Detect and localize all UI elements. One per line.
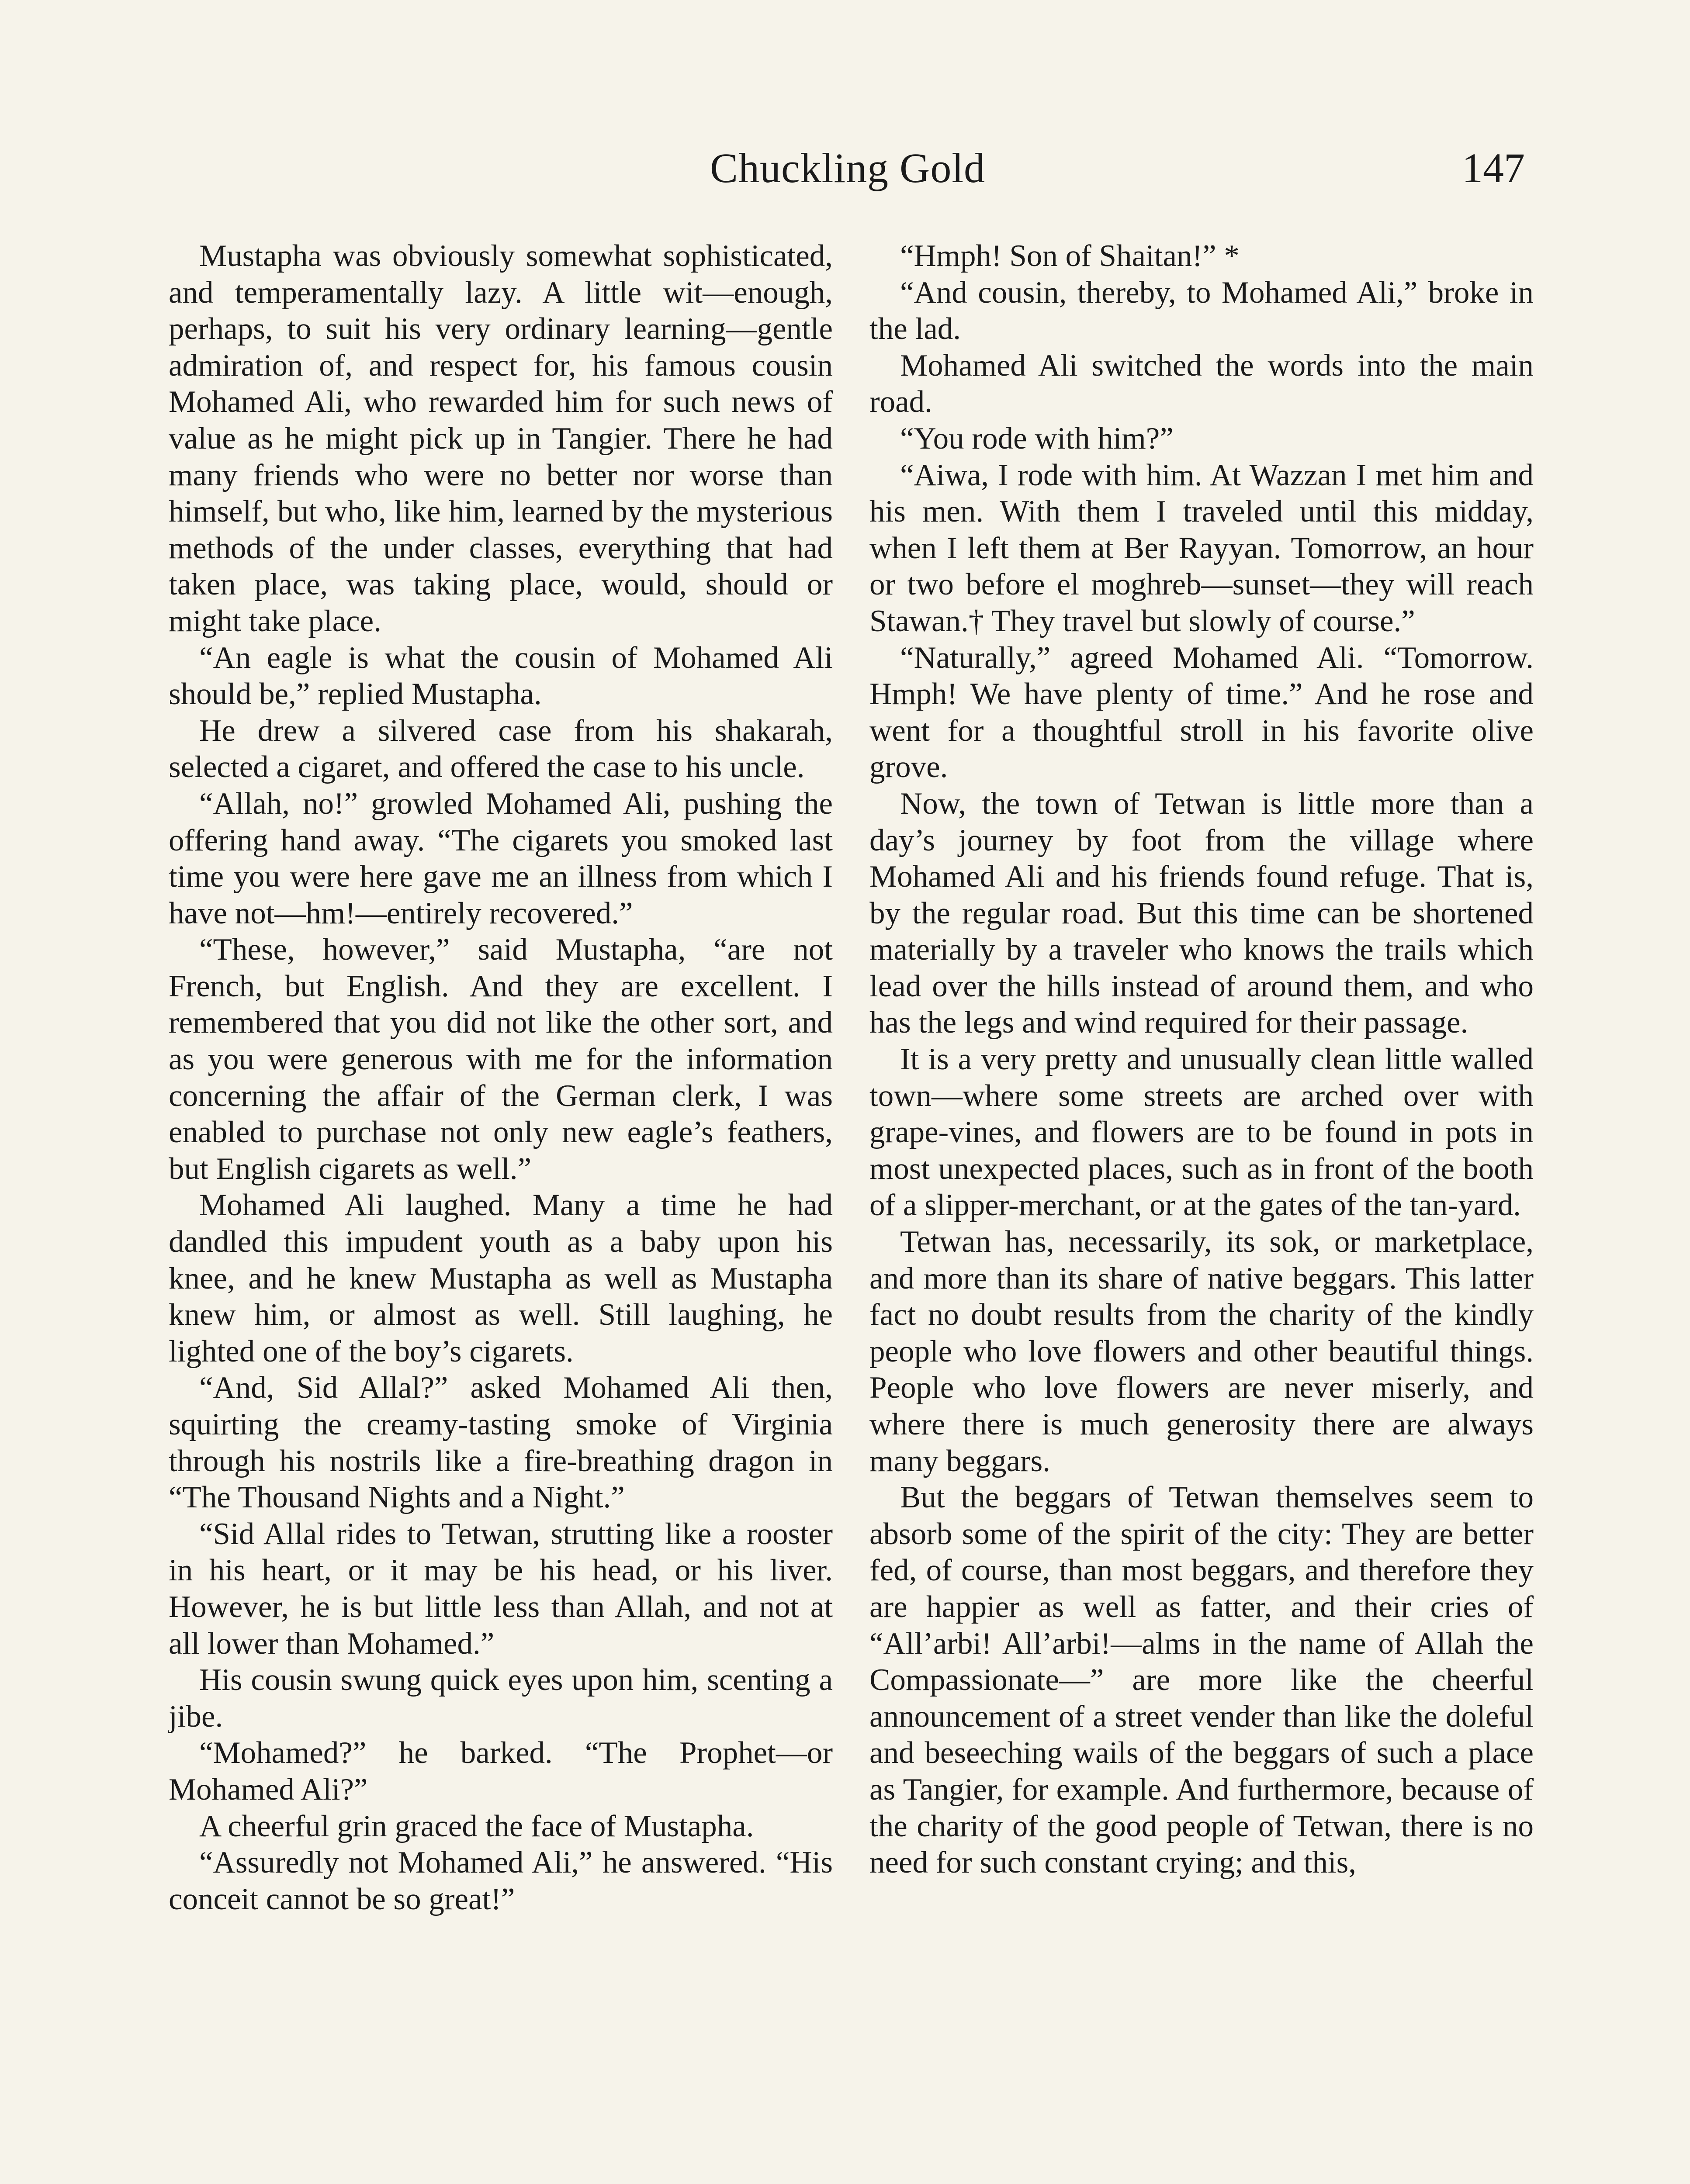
left-column (169, 238, 833, 1918)
paragraph: “An eagle is what the cousin of Mohamed Ali should be,” replied Mustapha. (169, 640, 833, 712)
paragraph: A cheerful grin graced the face of Mustapha. (199, 1809, 754, 1843)
paragraph: Tetwan has, necessarily, its sok, or marketplace, and more than its share of native beggars. This latter fact no doubt results from the charity of the kindly people who love flowers and other beautiful things. People who love flowers are never miserly, and where there is much generosity there are always many beggars. (869, 1225, 1534, 1478)
paragraph: “These, however,” said Mustapha, “are not French, but English. And they are excellent. I remembered that you did not like the other sort, and as you were generous with me for the information concerning the affair of the German clerk, I was enabled to purchase not only new eagle’s feathers, but English cigarets as well.” (169, 933, 833, 1186)
paragraph: “And cousin, thereby, to Mohamed Ali,” broke in the lad. (869, 275, 1534, 346)
paragraph: “Allah, no!” growled Mohamed Ali, pushing the offering hand away. “The cigarets you smoked last time you were here gave me an illness from which I have not—hm!—entirely recovered.” (169, 786, 833, 930)
page-number: 147 (1462, 145, 1525, 191)
paragraph: Mohamed Ali switched the words into the main road. (869, 348, 1534, 419)
paragraph: “Naturally,” agreed Mohamed Ali. “Tomorrow. Hmph! We have plenty of time.” And he rose and went for a thoughtful stroll in his favorite olive grove. (869, 640, 1534, 784)
paragraph: “And, Sid Allal?” asked Mohamed Ali then, squirting the creamy-tasting smoke of Virginia through his nostrils like a fire-breathing dragon in “The Thousand Nights and a Night.” (169, 1371, 833, 1515)
right-column (869, 238, 1534, 1881)
paragraph: “You rode with him?” (900, 421, 1174, 456)
paragraph: His cousin swung quick eyes upon him, scenting a jibe. (169, 1663, 833, 1734)
paragraph: “Sid Allal rides to Tetwan, strutting like a rooster in his heart, or it may be his head, or his liver. However, he is but little less than Allah, and not at all lower than Mohamed.” (169, 1517, 833, 1661)
paragraph: But the beggars of Tetwan themselves seem to absorb some of the spirit of the city: They are better fed, of course, than most beggars, and therefore they are happier as well as fatter, and their cries of “All’arbi! All’arbi!—alms in the name of Allah the Compassionate—” are more like the cheerful announcement of a street vender than like the doleful and beseeching wails of the beggars of such a place as Tangier, for example. And furthermore, because of the charity of the good people of Tetwan, there is no need for such constant crying; and this, (869, 1480, 1534, 1880)
paragraph: He drew a silvered case from his shakarah, selected a cigaret, and offered the case to his uncle. (169, 713, 833, 784)
running-header (170, 135, 1525, 201)
running-title: Chuckling Gold (710, 145, 985, 191)
paragraph: It is a very pretty and unusually clean little walled town—where some streets are arched over with grape-vines, and flowers are to be found in pots in most unexpected places, such as in front of the booth of a slipper-merchant, or at the gates of the tan-yard. (869, 1042, 1534, 1223)
paragraph: Mustapha was obviously somewhat sophisticated, and temperamentally lazy. A little wit—enough, perhaps, to suit his very ordinary learning—gentle admiration of, and respect for, his famous cousin Mohamed Ali, who rewarded him for such news of value as he might pick up in Tangier. There he had many friends who were no better nor worse than himself, but who, like him, learned by the mysterious methods of the under classes, everything that had taken place, was taking place, would, should or might take place. (169, 239, 833, 638)
paragraph: “Hmph! Son of Shaitan!” * (900, 239, 1240, 273)
paragraph: “Mohamed?” he barked. “The Prophet—or Mohamed Ali?” (169, 1736, 833, 1807)
paragraph: Now, the town of Tetwan is little more than a day’s journey by foot from the village where Mohamed Ali and his friends found refuge. That is, by the regular road. But this time can be shortened materially by a traveler who knows the trails which lead over the hills instead of around them, and who has the legs and wind required for their passage. (869, 786, 1534, 1040)
paragraph: Mohamed Ali laughed. Many a time he had dandled this impudent youth as a baby upon his knee, and he knew Mustapha as well as Mustapha knew him, or almost as well. Still laughing, he lighted one of the boy’s cigarets. (169, 1188, 833, 1368)
paragraph: “Aiwa, I rode with him. At Wazzan I met him and his men. With them I traveled until this midday, when I left them at Ber Rayyan. Tomorrow, an hour or two before el moghreb—sunset—they will reach Stawan.† They travel but slowly of course.” (869, 458, 1534, 638)
paragraph: “Assuredly not Mohamed Ali,” he answered. “His conceit cannot be so great!” (169, 1845, 833, 1916)
